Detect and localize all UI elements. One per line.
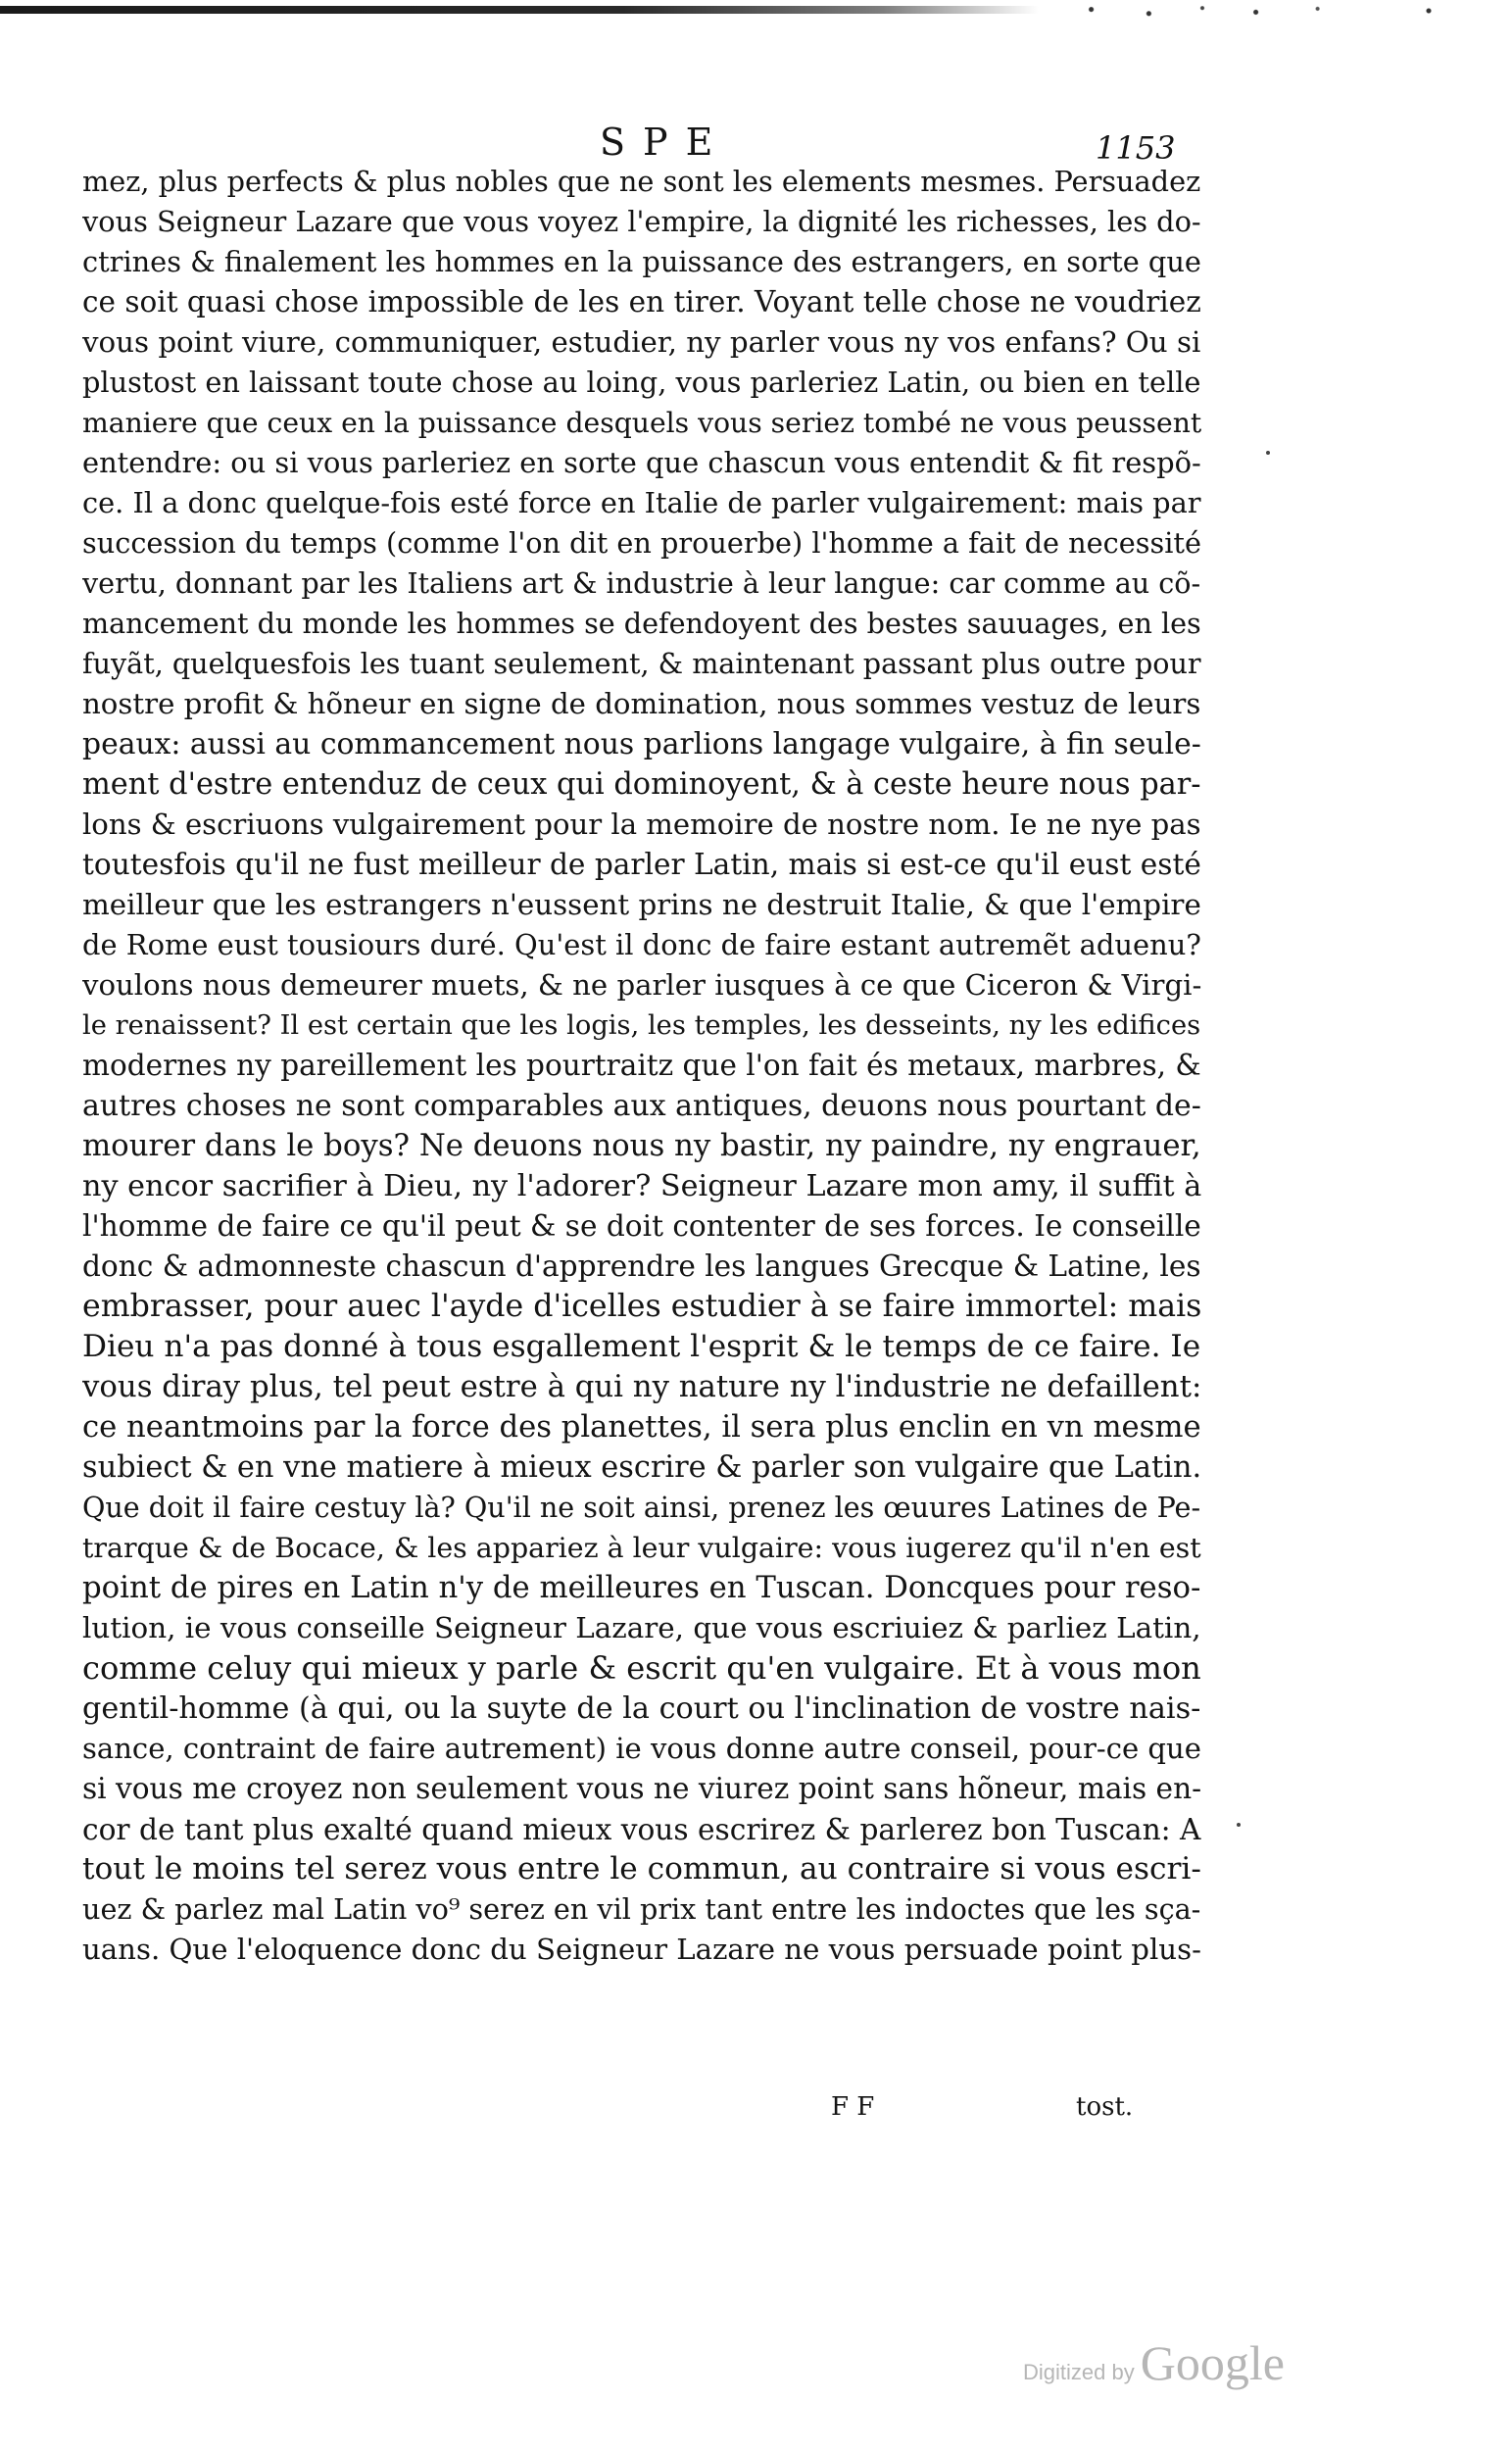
page-number: 1153: [1096, 129, 1176, 167]
text-line: vous diray plus, tel peut estre à qui ny nature ny l'industrie ne defaillent:: [82, 1369, 1201, 1404]
google-logo: Google: [1140, 2335, 1285, 2390]
text-line: donc & admonneste chascun d'apprendre les langues Grecque & Latine, les: [82, 1250, 1201, 1283]
text-line: point de pires en Latin n'y de meilleures en Tuscan. Doncques pour reso-: [82, 1570, 1201, 1605]
text-line: gentil-homme (à qui, ou la suyte de la court ou l'inclination de vostre nais-: [82, 1691, 1201, 1726]
text-line: mourer dans le boys? Ne deuons nous ny bastir, ny paindre, ny engrauer,: [82, 1128, 1201, 1163]
catchword: tost.: [1076, 2092, 1134, 2122]
text-line: si vous me croyez non seulement vous ne viurez point sans hõneur, mais en-: [82, 1772, 1201, 1805]
signature-mark: F F: [831, 2092, 875, 2122]
text-line: vertu, donnant par les Italiens art & industrie à leur langue: car comme au cõ-: [82, 566, 1201, 600]
text-line: embrasser, pour auec l'ayde d'icelles estudier à se faire immortel: mais: [82, 1289, 1201, 1324]
text-line: tout le moins tel serez vous entre le commun, au contraire si vous escri-: [82, 1851, 1201, 1886]
running-head: SPE: [600, 121, 731, 164]
text-line: meilleur que les estrangers n'eussent prins ne destruit Italie, & que l'empire: [82, 888, 1201, 921]
text-line: ce soit quasi chose impossible de les en tirer. Voyant telle chose ne voudriez: [82, 285, 1201, 318]
text-line: mancement du monde les hommes se defendoyent des bestes sauuages, en les: [82, 607, 1201, 640]
body-text: [82, 162, 1201, 1970]
margin-speck: [1266, 451, 1270, 455]
text-line: le renaissent? Il est certain que les logis, les temples, les desseints, ny les edifices: [82, 1010, 1201, 1041]
text-line: uans. Que l'eloquence donc du Seigneur Lazare ne vous persuade point plus-: [82, 1933, 1201, 1966]
text-line: succession du temps (comme l'on dit en prouerbe) l'homme a fait de necessité: [82, 526, 1201, 560]
text-line: sance, contraint de faire autrement) ie vous donne autre conseil, pour-ce que: [82, 1732, 1201, 1765]
text-line: entendre: ou si vous parleriez en sorte que chascun vous entendit & fit respõ-: [82, 446, 1201, 479]
margin-speck: [1237, 1823, 1241, 1827]
page-header: [0, 118, 1512, 167]
text-line: nostre profit & hõneur en signe de domination, nous sommes vestuz de leurs: [82, 687, 1201, 720]
scan-edge-specks: [1058, 4, 1470, 18]
text-line: Que doit il faire cestuy là? Qu'il ne soit ainsi, prenez les œuures Latines de Pe-: [82, 1491, 1201, 1524]
text-line: fuyãt, quelquesfois les tuant seulement, & maintenant passant plus outre pour: [82, 647, 1201, 680]
text-line: ctrines & finalement les hommes en la puissance des estrangers, en sorte que: [82, 245, 1201, 278]
text-line: maniere que ceux en la puissance desquels vous seriez tombé ne vous peussent: [82, 407, 1201, 439]
text-line: subiect & en vne matiere à mieux escrire & parler son vulgaire que Latin.: [82, 1450, 1201, 1485]
text-line: lution, ie vous conseille Seigneur Lazare, que vous escriuiez & parliez Latin,: [82, 1611, 1201, 1644]
text-line: plustost en laissant toute chose au loing, vous parleriez Latin, ou bien en telle: [82, 366, 1201, 399]
text-line: peaux: aussi au commancement nous parlions langage vulgaire, à fin seule-: [82, 727, 1201, 761]
text-line: ment d'estre entenduz de ceux qui dominoyent, & à ceste heure nous par-: [82, 767, 1201, 802]
text-line: uez & parlez mal Latin vo⁹ serez en vil prix tant entre les indoctes que les sça-: [82, 1892, 1201, 1926]
text-line: comme celuy qui mieux y parle & escrit qu'en vulgaire. Et à vous mon: [82, 1649, 1201, 1687]
text-line: Dieu n'a pas donné à tous esgallement l'esprit & le temps de ce faire. Ie: [82, 1329, 1201, 1364]
text-line: l'homme de faire ce qu'il peut & se doit contenter de ses forces. Ie conseille: [82, 1209, 1201, 1243]
catchword-line: [831, 2087, 1154, 2127]
text-line: ce neantmoins par la force des planettes, il sera plus enclin en vn mesme: [82, 1410, 1201, 1445]
digitized-by-watermark: [1023, 2334, 1285, 2393]
text-line: lons & escriuons vulgairement pour la memoire de nostre nom. Ie ne nye pas: [82, 808, 1201, 841]
text-line: ny encor sacrifier à Dieu, ny l'adorer? Seigneur Lazare mon amy, il suffit à: [82, 1169, 1201, 1203]
text-line: mez, plus perfects & plus nobles que ne sont les elements mesmes. Persuadez: [82, 165, 1201, 198]
text-line: trarque & de Bocace, & les appariez à leur vulgaire: vous iugerez qu'il n'en est: [82, 1532, 1201, 1564]
text-line: ce. Il a donc quelque-fois esté force en Italie de parler vulgairement: mais par: [82, 486, 1201, 519]
text-line: toutesfois qu'il ne fust meilleur de parler Latin, mais si est-ce qu'il eust esté: [82, 848, 1201, 881]
text-line: vous point viure, communiquer, estudier, ny parler vous ny vos enfans? Ou si: [82, 325, 1201, 359]
text-line: autres choses ne sont comparables aux antiques, deuons nous pourtant de-: [82, 1089, 1201, 1123]
scan-edge-artifact: [0, 0, 1512, 25]
text-line: cor de tant plus exalté quand mieux vous escrirez & parlerez bon Tuscan: A: [82, 1812, 1201, 1846]
text-line: modernes ny pareillement les pourtraitz que l'on fait és metaux, marbres, &: [82, 1049, 1201, 1082]
watermark-prefix: Digitized by: [1023, 2360, 1135, 2384]
text-line: de Rome eust tousiours duré. Qu'est il donc de faire estant autremẽt aduenu?: [82, 928, 1201, 961]
text-line: voulons nous demeurer muets, & ne parler iusques à ce que Ciceron & Virgi-: [82, 968, 1201, 1002]
scan-edge-bar: [0, 6, 1039, 14]
text-line: vous Seigneur Lazare que vous voyez l'empire, la dignité les richesses, les do-: [82, 205, 1201, 238]
